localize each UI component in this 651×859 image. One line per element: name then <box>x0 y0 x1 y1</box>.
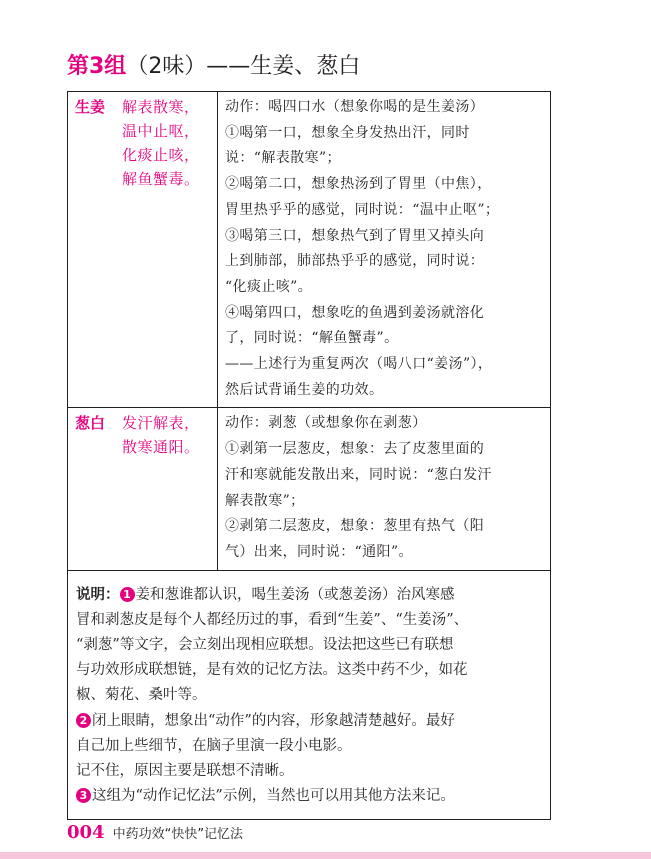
action-line: 汗和寒就能发散出来，同时说：“葱白发汗 <box>225 466 492 483</box>
herb-name: 葱白 <box>75 414 106 433</box>
bottom-color-strip <box>0 852 651 859</box>
action-line: ④喝第四口，想象吃的鱼遇到姜汤就溶化 <box>225 304 485 321</box>
action-line: 上到肺部，肺部热乎乎的感觉，同时说： <box>225 253 485 270</box>
note-text: 这组为“动作记忆法”示例，当然也可以用其他方法来记。 <box>92 788 455 805</box>
effect-line: 解表散寒， <box>122 98 200 116</box>
note-line <box>76 583 545 608</box>
note-line <box>76 784 545 809</box>
effect-line: 化痰止咳， <box>122 146 200 164</box>
herb-effects <box>122 95 208 191</box>
effect-line: 散寒通阳。 <box>122 438 200 457</box>
book-title: 中药功效“快快”记忆法 <box>112 827 244 842</box>
note-text: 闭上眼睛，想象出“动作”的内容，形象越清楚越好。最好 <box>92 712 455 729</box>
herb-effects <box>122 411 208 459</box>
action-line: ③喝第三口，想象热气到了胃里又掉头向 <box>225 227 485 244</box>
note-cell <box>68 570 551 820</box>
number-3-badge-icon: 3 <box>76 788 91 803</box>
herb-row-ginger <box>68 92 551 408</box>
action-line: ②喝第二口，想象热汤到了胃里（中焦）， <box>225 176 492 193</box>
group-number: 第3组 <box>67 54 127 79</box>
page-number: 004 <box>67 822 105 843</box>
herb-cell <box>68 92 218 408</box>
action-line: 了，同时说：“解鱼蟹毒”。 <box>225 330 399 347</box>
page-footer <box>67 822 243 843</box>
number-1-badge-icon: 1 <box>120 587 135 602</box>
page-title <box>67 52 360 82</box>
action-line: 气）出来，同时说：“通阳”。 <box>225 543 413 560</box>
note-line: 自己加上些细节，在脑子里演一段小电影。 <box>76 737 352 754</box>
effect-line: 解鱼蟹毒。 <box>122 170 200 188</box>
effect-line: 发汗解表， <box>122 414 200 433</box>
note-line: 冒和剥葱皮是每个人都经历过的事，看到“生姜”、“生姜汤”、 <box>76 611 469 628</box>
action-line: ①喝第一口，想象全身发热出汗，同时 <box>225 124 470 141</box>
note-line: “剥葱”等文字，会立刻出现相应联想。设法把这些已有联想 <box>76 637 454 654</box>
herb-name: 生姜 <box>75 98 106 116</box>
group-subtitle: （2味）——生姜、葱白 <box>126 54 361 79</box>
action-cell <box>218 92 551 408</box>
note-line: 椒、菊花、桑叶等。 <box>76 687 207 704</box>
herb-cell <box>68 408 218 570</box>
action-line: ①剥第一层葱皮，想象：去了皮葱里面的 <box>225 441 485 458</box>
note-label: 说明： <box>76 586 120 603</box>
herb-row-scallion <box>68 408 551 570</box>
note-text: 姜和葱谁都认识，喝生姜汤（或葱姜汤）治风寒感 <box>135 586 455 603</box>
action-line: 说：“解表散寒”； <box>225 150 341 167</box>
action-line: ②剥第二层葱皮，想象：葱里有热气（阳 <box>225 518 485 535</box>
herb-table <box>67 91 551 820</box>
action-line: 胃里热乎乎的感觉，同时说：“温中止呕”； <box>225 201 500 218</box>
action-line: “化痰止咳”。 <box>225 278 313 295</box>
note-line: 与功效形成联想链，是有效的记忆方法。这类中药不少，如花 <box>76 662 468 679</box>
action-line: 动作：剥葱（或想象你在剥葱） <box>225 415 427 432</box>
effect-line: 温中止呕， <box>122 122 200 140</box>
note-line: 记不住，原因主要是联想不清晰。 <box>76 763 294 780</box>
number-2-badge-icon: 2 <box>76 713 91 728</box>
action-line: ——上述行为重复两次（喝八口“姜汤”）， <box>225 356 493 373</box>
action-cell <box>218 408 551 570</box>
note-line <box>76 709 545 734</box>
action-line: 动作：喝四口水（想象你喝的是生姜汤） <box>225 99 485 115</box>
action-line: 然后试背诵生姜的功效。 <box>225 381 384 398</box>
note-row <box>68 570 551 820</box>
action-line: 解表散寒”； <box>225 492 305 509</box>
